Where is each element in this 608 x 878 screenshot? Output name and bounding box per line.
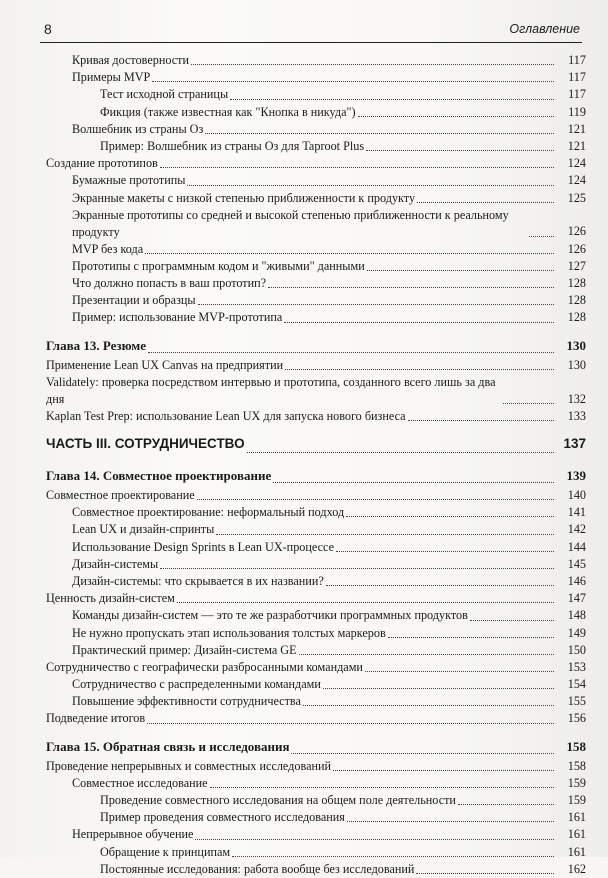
toc-entry (46, 659, 586, 676)
dot-leader (197, 499, 554, 500)
dot-leader (366, 150, 554, 151)
dot-leader (365, 671, 554, 672)
toc-entry (46, 590, 586, 607)
dot-leader (247, 452, 554, 453)
toc-page-number: 124 (567, 156, 586, 171)
toc-entry (46, 52, 586, 69)
dot-leader (367, 270, 554, 271)
toc-entry-title: Что должно попасть в ваш прототип? (72, 276, 267, 291)
toc-entry (46, 573, 586, 590)
toc-entry-title: Не нужно пропускать этап использования толстых маркеров (72, 625, 386, 640)
toc-entry-title: Использование Design Sprints в Lean UX-процессе (72, 539, 334, 554)
toc-page-number: 162 (567, 861, 586, 876)
dot-leader (148, 352, 554, 353)
toc-entry (46, 556, 586, 573)
toc-page-number: 130 (566, 337, 586, 353)
toc-page-number: 132 (567, 391, 586, 406)
toc-page-number: 145 (567, 556, 586, 571)
toc-entry-title: Тест исходной страницы (100, 87, 229, 102)
toc-entry-title: Подведение итогов (46, 711, 146, 726)
toc-page-number: 153 (567, 659, 586, 674)
toc-chapter-heading (46, 337, 586, 357)
dot-leader (152, 81, 554, 82)
toc-entry-title: Экранные прототипы со средней и высокой степенью приближенности к реальному продукту (72, 207, 509, 239)
toc-entry-title: Сотрудничество с распределенными командами (72, 677, 321, 692)
toc-entry-title: Кривая достоверности (72, 53, 190, 67)
toc-page-number: 149 (567, 625, 586, 640)
toc-page-number: 158 (566, 738, 586, 754)
toc-entry-title: Пример проведения совместного исследования (100, 810, 345, 825)
toc-entry-title: Проведение непрерывных и совместных исследований (46, 758, 332, 773)
toc-entry (46, 844, 586, 861)
dot-leader (187, 185, 554, 186)
toc-page-number: 161 (567, 827, 586, 842)
toc-page-number: 130 (567, 357, 586, 372)
dot-leader (458, 804, 554, 805)
dot-leader (529, 236, 554, 237)
toc-entry (46, 138, 586, 155)
toc-entry-title: Волшебник из страны Оз (72, 121, 204, 136)
dot-leader (147, 723, 554, 724)
toc-entry (46, 292, 586, 309)
dot-leader (346, 516, 554, 517)
toc-entry-title: Validately: проверка посредством интервью и прототипа, созданного всего лишь за два дня (46, 374, 496, 406)
toc-entry-title: Пример: Волшебник из страны Оз для Taproot Plus (100, 138, 365, 153)
toc-entry-title: Фикция (также известная как "Кнопка в никуда") (100, 104, 356, 119)
toc-page-number: 117 (568, 70, 586, 85)
toc-entry-title: Проведение совместного исследования на общем поле деятельности (100, 793, 456, 807)
toc-page-number: 128 (567, 293, 586, 308)
toc-chapter-heading (46, 467, 586, 487)
toc-chapter-heading (46, 738, 586, 758)
toc-entry (46, 190, 586, 207)
toc-entry (46, 155, 586, 172)
toc-page-number: 117 (568, 53, 586, 67)
toc-entry-title: Обращение к принципам (100, 844, 231, 859)
toc-entry-title: Дизайн-системы: что скрывается в их названии? (72, 573, 324, 588)
toc-entry (46, 309, 586, 326)
toc-page-number: 161 (567, 810, 586, 825)
toc-page-number: 155 (567, 694, 586, 709)
toc-entry (46, 86, 586, 103)
toc-entry (46, 539, 586, 556)
dot-leader (323, 688, 554, 689)
toc-part-heading (46, 435, 586, 457)
toc-entry (46, 710, 586, 727)
toc-entry (46, 69, 586, 86)
page-number: 8 (44, 21, 52, 37)
toc-entry (46, 374, 586, 408)
toc-entry (46, 826, 586, 843)
toc-entry-title: Глава 13. Резюме (46, 337, 147, 353)
toc-page-number: 146 (567, 573, 586, 588)
toc-page-number: 158 (567, 758, 586, 773)
toc-entry-title: Kaplan Test Prep: использование Lean UX для запуска нового бизнеса (46, 408, 406, 423)
toc-page-number: 154 (567, 677, 586, 692)
toc-page-number: 128 (567, 276, 586, 291)
toc-entry-title: Совместное проектирование: неформальный подход (72, 505, 345, 520)
toc-entry-title: Глава 15. Обратная связь и исследования (46, 738, 290, 754)
dot-leader (416, 873, 554, 874)
toc-page-number: 125 (567, 190, 586, 205)
toc-entry (46, 607, 586, 624)
toc-page-number: 139 (566, 468, 586, 483)
dot-leader (503, 403, 554, 404)
toc-page-number: 121 (567, 138, 586, 153)
dot-leader (326, 585, 554, 586)
toc-entry-title: ЧАСТЬ III. СОТРУДНИЧЕСТВО (46, 436, 245, 451)
dot-leader (160, 568, 554, 569)
toc-entry (46, 861, 586, 878)
toc-page-number: 147 (567, 591, 586, 606)
toc-page-number: 133 (567, 408, 586, 423)
toc-entry-title: Постоянные исследования: работа вообще без исследований (100, 861, 415, 876)
toc-entry-title: Экранные макеты с низкой степенью приближенности к продукту (72, 190, 416, 205)
toc-entry-title: MVP без кода (72, 241, 144, 256)
toc-page-number: 126 (567, 224, 586, 239)
dot-leader (195, 839, 554, 840)
toc-entry (46, 241, 586, 258)
toc-page-number: 142 (567, 522, 586, 537)
dot-leader (388, 637, 554, 638)
toc-page-number: 124 (567, 173, 586, 188)
toc-entry (46, 275, 586, 292)
toc-entry (46, 207, 586, 241)
toc-entry (46, 693, 586, 710)
toc-entry-title: Совместное проектирование (46, 488, 195, 502)
toc-page-number: 121 (567, 121, 586, 136)
dot-leader (299, 654, 554, 655)
toc-entry (46, 104, 586, 121)
toc-page-number: 144 (567, 539, 586, 554)
toc-entry-title: Презентации и образцы (72, 293, 196, 308)
dot-leader (273, 482, 554, 483)
running-head: Оглавление (509, 22, 580, 36)
dot-leader (210, 787, 554, 788)
dot-leader (198, 304, 554, 305)
table-of-contents (46, 52, 586, 878)
toc-page-number: 137 (563, 436, 586, 451)
toc-entry-title: Примеры MVP (72, 70, 151, 85)
dot-leader (347, 821, 554, 822)
toc-entry (46, 521, 586, 538)
toc-entry (46, 625, 586, 642)
dot-leader (284, 322, 554, 323)
toc-page-number: 161 (567, 844, 586, 859)
toc-page-number: 140 (567, 488, 586, 502)
toc-entry (46, 487, 586, 504)
toc-page-number: 127 (567, 258, 586, 273)
toc-entry-title: Непрерывное обучение (72, 827, 194, 842)
toc-entry (46, 408, 586, 425)
page-header (40, 18, 582, 43)
toc-page-number: 119 (568, 104, 586, 119)
toc-entry (46, 676, 586, 693)
toc-entry-title: Совместное исследование (72, 775, 208, 790)
toc-entry-title: Прототипы с программным кодом и "живыми" данными (72, 258, 365, 273)
toc-entry (46, 775, 586, 792)
toc-entry (46, 258, 586, 275)
dot-leader (408, 420, 554, 421)
dot-leader (285, 369, 554, 370)
dot-leader (145, 253, 554, 254)
dot-leader (417, 202, 554, 203)
toc-page-number: 126 (567, 241, 586, 256)
dot-leader (336, 551, 554, 552)
dot-leader (177, 602, 554, 603)
toc-entry-title: Ценность дизайн-систем (46, 591, 175, 606)
toc-entry (46, 792, 586, 809)
toc-page-number: 117 (568, 87, 586, 102)
toc-page-number: 141 (567, 505, 586, 520)
toc-entry-title: Создание прототипов (46, 156, 158, 171)
toc-entry-title: Пример: использование MVP-прототипа (72, 310, 283, 325)
dot-leader (358, 116, 554, 117)
toc-entry-title: Команды дизайн-систем — это те же разработчики программных продуктов (72, 608, 468, 623)
dot-leader (470, 620, 554, 621)
toc-entry (46, 758, 586, 775)
dot-leader (291, 753, 554, 754)
toc-entry (46, 357, 586, 374)
toc-page-number: 156 (567, 711, 586, 726)
dot-leader (268, 287, 554, 288)
toc-entry (46, 809, 586, 826)
toc-entry (46, 642, 586, 659)
toc-entry-title: Дизайн-системы (72, 556, 159, 571)
dot-leader (303, 705, 554, 706)
toc-page-number: 159 (567, 775, 586, 790)
dot-leader (160, 167, 554, 168)
toc-page-number: 148 (567, 608, 586, 623)
toc-entry-title: Сотрудничество с географически разбросанными командами (46, 659, 363, 674)
toc-entry-title: Практический пример: Дизайн-система GE (72, 642, 297, 657)
toc-page-number: 150 (567, 642, 586, 657)
toc-entry-title: Применение Lean UX Canvas на предприятии (46, 357, 284, 372)
toc-entry-title: Повышение эффективности сотрудничества (72, 694, 301, 709)
toc-entry-title: Глава 14. Совместное проектирование (46, 468, 272, 483)
toc-page-number: 128 (567, 310, 586, 325)
dot-leader (205, 133, 554, 134)
dot-leader (230, 99, 554, 100)
toc-entry-title: Бумажные прототипы (72, 173, 186, 188)
toc-entry (46, 172, 586, 189)
toc-entry-title: Lean UX и дизайн-спринты (72, 522, 215, 537)
toc-entry (46, 504, 586, 521)
dot-leader (333, 770, 554, 771)
dot-leader (216, 534, 554, 535)
toc-page-number: 159 (567, 793, 586, 807)
toc-entry (46, 121, 586, 138)
dot-leader (191, 64, 554, 65)
